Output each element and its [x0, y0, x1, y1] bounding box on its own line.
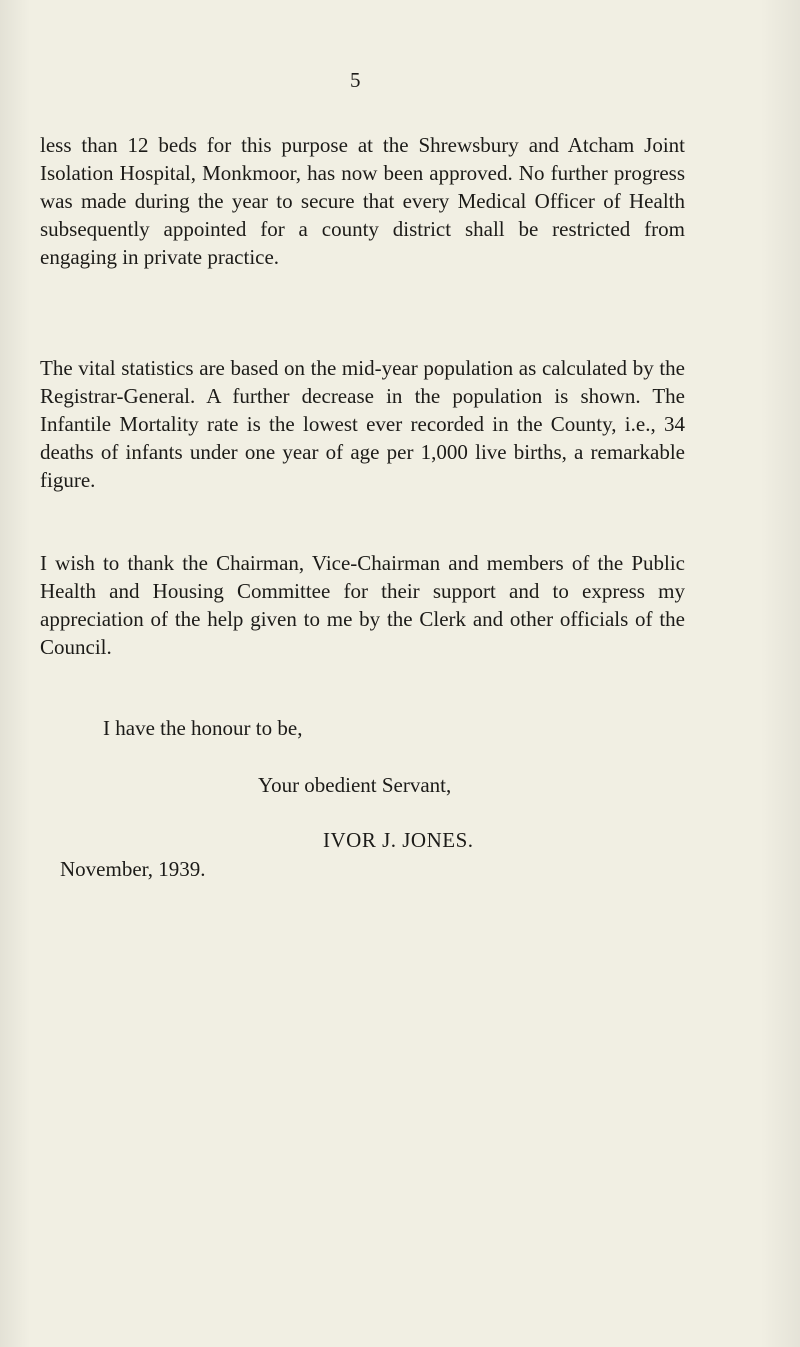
letter-date: November, 1939.	[60, 857, 206, 881]
paragraph-thanks: I wish to thank the Chairman, Vice-Chairman and members of the Public Health and Housing Committee for their support and to express my appreciation of the help given to me by the Clerk and other officials of the Council.	[40, 551, 685, 659]
signature-name: IVOR J. JONES.	[323, 828, 474, 852]
paragraph-beds: less than 12 beds for this purpose at the Shrewsbury and Atcham Joint Isolation Hospital, Monkmoor, has now been approved. No further progress was made during the year to secure that every Medical Officer of Health subsequently appointed for a county district shall be restricted from engaging in private practice.	[40, 133, 685, 269]
closing-honour: I have the honour to be,	[103, 716, 303, 740]
page-number: 5	[350, 68, 361, 92]
closing-servant: Your obedient Servant,	[258, 773, 452, 797]
paragraph-vital-statistics: The vital statistics are based on the mid-year population as calculated by the Registrar-General. A further decrease in the population is shown. The Infantile Mortality rate is the lowest ever recorded in the County, i.e., 34 deaths of infants under one year of age per 1,000 live births, a remarkable figure.	[40, 356, 685, 492]
